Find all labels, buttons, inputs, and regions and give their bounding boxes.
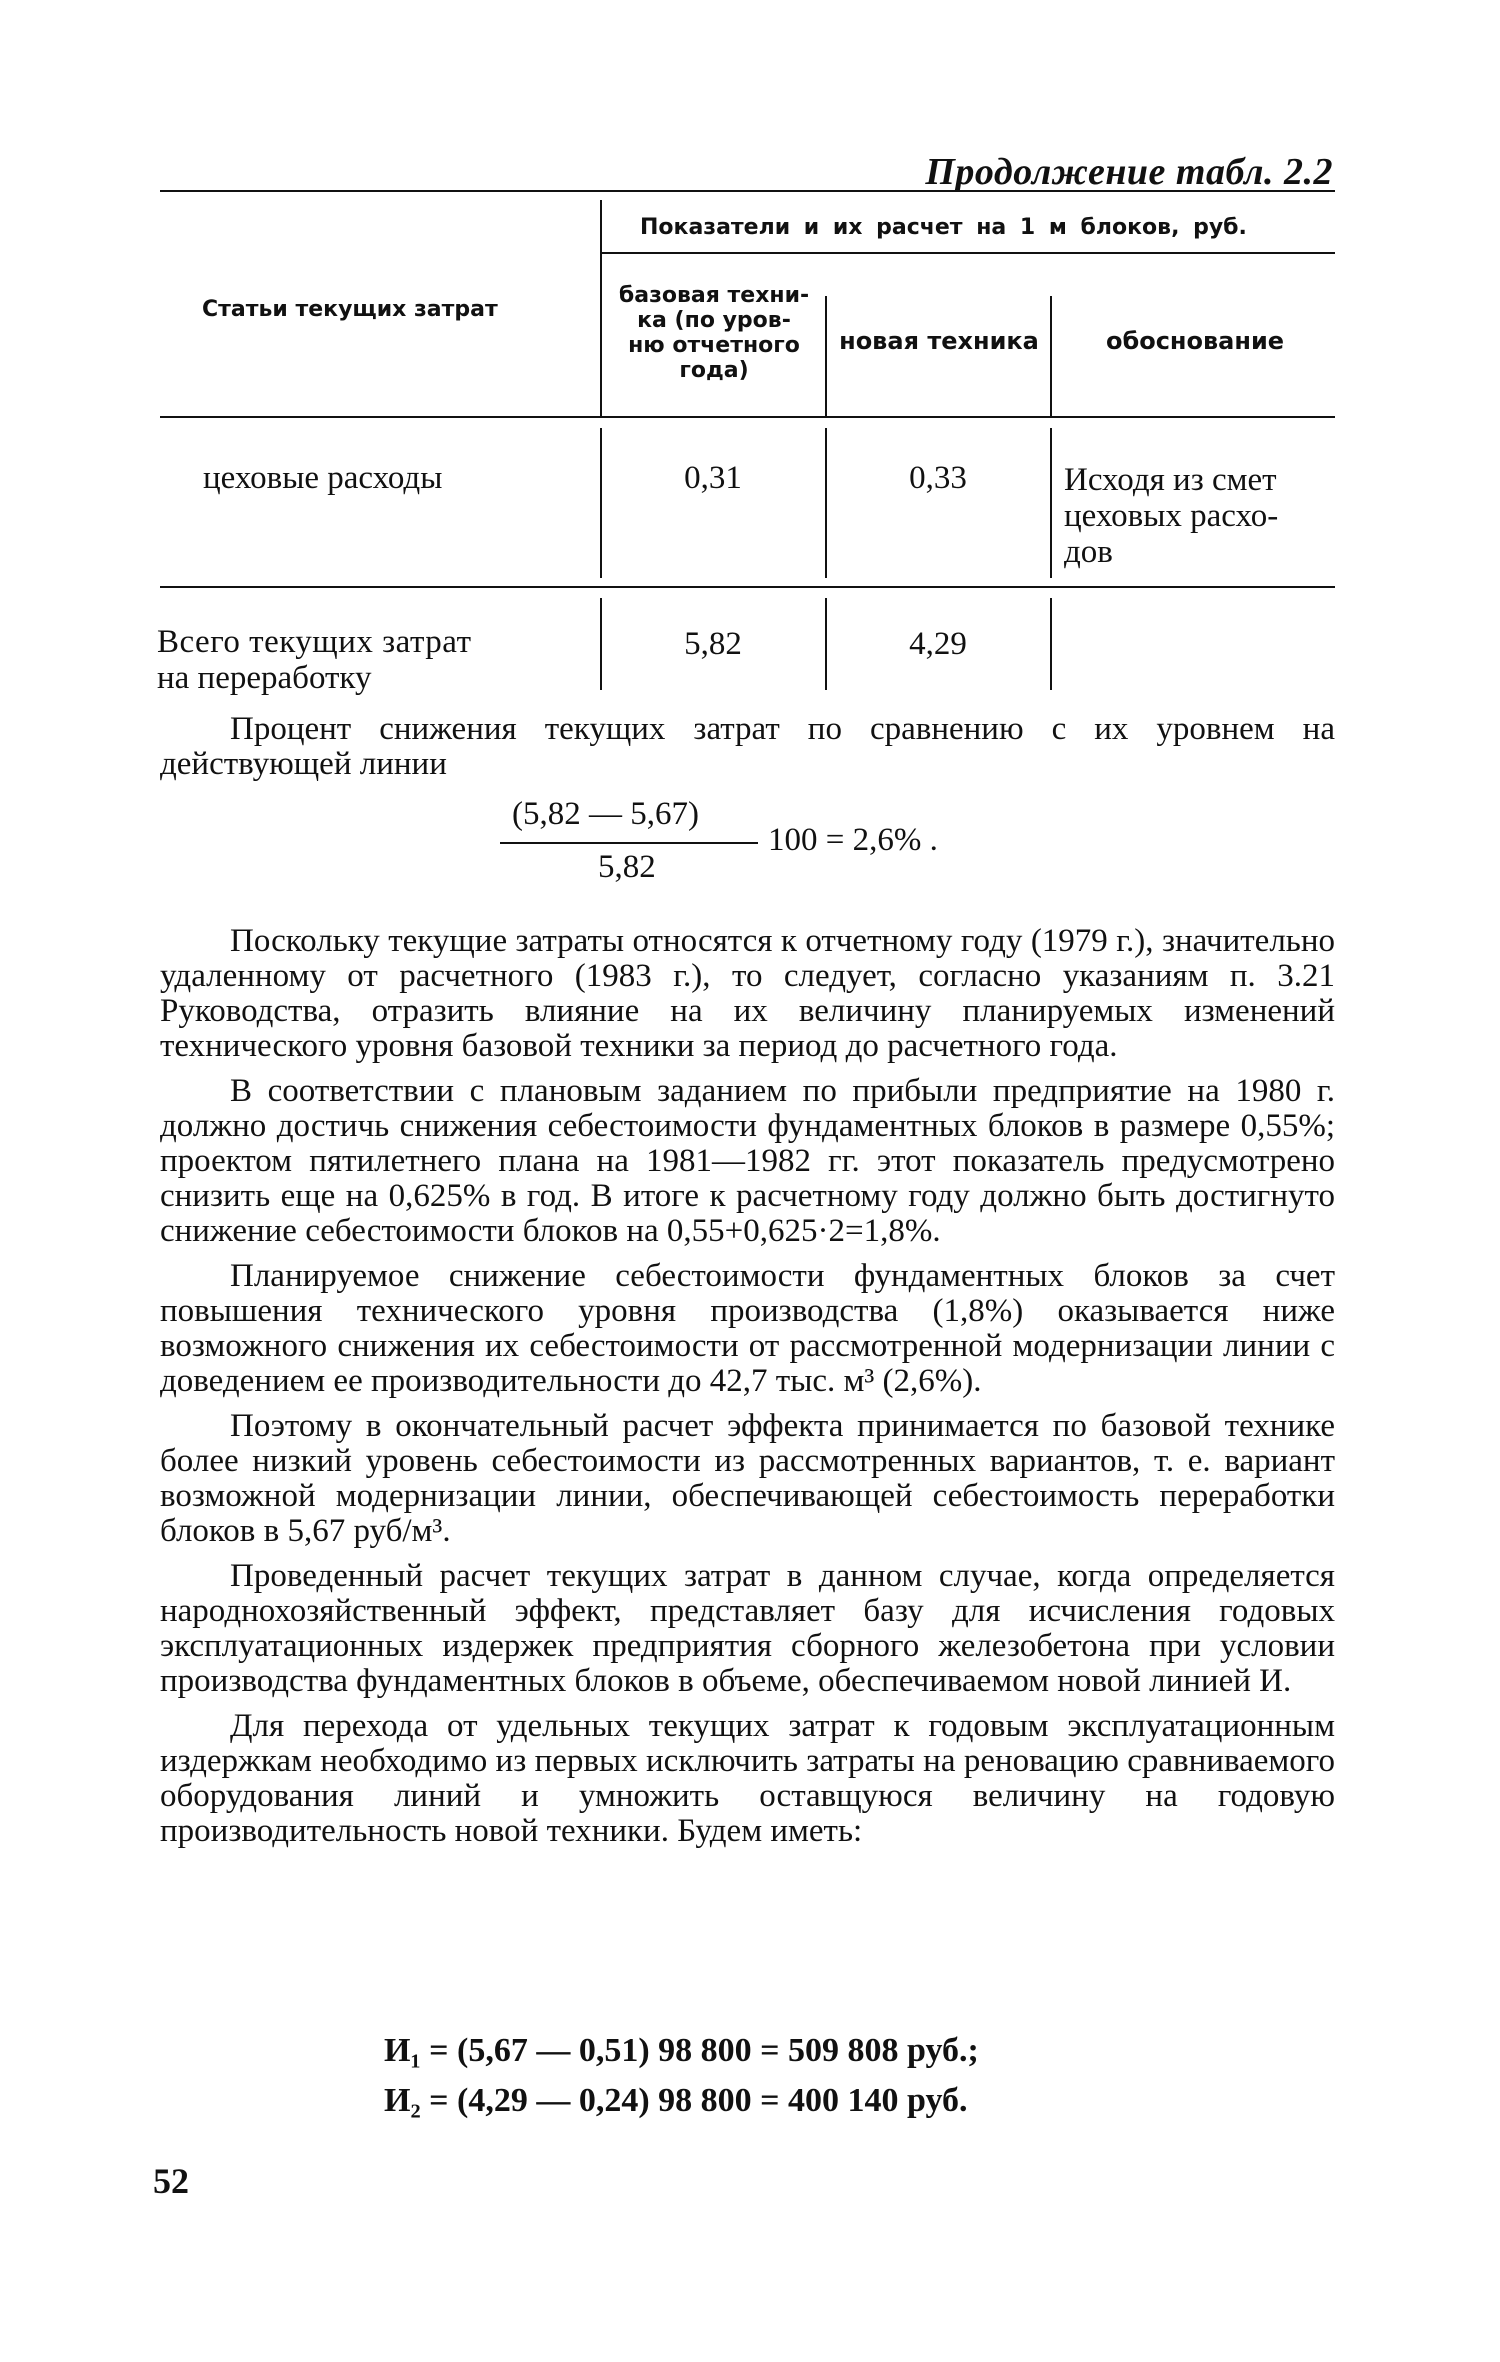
- paragraph: Для перехода от удельных текущих затрат к годовым эксплуатационным издержкам необходимо из первых исключить затраты на реновацию сравниваемого оборудования линий и умножить оставщуюся величину на годовую производительность новой техники. Будем иметь:: [160, 1708, 1335, 1849]
- header-col-new: новая техника: [839, 327, 1039, 355]
- row2-item-line: на переработку: [157, 660, 372, 696]
- row1-basis-line: Исходя из смет: [1064, 462, 1277, 498]
- intro-text: Процент снижения текущих затрат по сравнению с их уровнем на действующей линии: [160, 711, 1335, 782]
- row1-item: цеховые расходы: [203, 460, 443, 496]
- row1-bottom-rule: [160, 586, 1335, 588]
- paragraph: Планируемое снижение себестоимости фундаментных блоков за счет повышения технического уровня производства (1,8%) оказывается ниже возможного снижения их себестоимости от рассмотренной модернизации линии с доведением ее производительности до 42,7 тыс. м³ (2,6%).: [160, 1258, 1335, 1399]
- header-col-base-line: ню отчетного: [628, 333, 800, 358]
- header-group-rule: [602, 252, 1335, 254]
- formula1-fraction-line: [500, 842, 758, 844]
- header-group: Показатели и их расчет на 1 м блоков, руб.: [640, 215, 1247, 240]
- header-col-basis: обоснование: [1105, 327, 1285, 355]
- row2-item: [157, 624, 472, 696]
- row1-basis-line: дов: [1064, 534, 1113, 570]
- header-col-base-line: ка (по уров-: [637, 308, 791, 333]
- page-number: 52: [153, 2161, 189, 2201]
- header-col-base-line: года): [679, 358, 749, 383]
- row1-basis-line: цеховых расхо-: [1064, 498, 1279, 534]
- body-paragraphs: [160, 924, 1335, 1849]
- col-divider-2: [825, 296, 827, 416]
- paragraph: Поскольку текущие затраты относятся к отчетному году (1979 г.), значительно удаленному от расчетного (1983 г.), то следует, согласно указаниям п. 3.21 Руководства, отразить влияние на их величину планируемых изменений технического уровня базовой техники за период до расчетного года.: [160, 923, 1335, 1064]
- row2-base: 5,82: [684, 626, 742, 662]
- header-col-items: Статьи текущих затрат: [202, 297, 498, 322]
- formula1-denominator: 5,82: [598, 849, 656, 885]
- row1-base: 0,31: [684, 460, 742, 496]
- formula1-tail: 100 = 2,6% .: [768, 822, 938, 858]
- col-divider-3: [1050, 296, 1052, 416]
- row1-new: 0,33: [909, 460, 967, 496]
- col-divider-1-row1: [600, 428, 602, 578]
- row1-basis: [1064, 462, 1339, 570]
- row2-new: 4,29: [909, 626, 967, 662]
- col-divider-2-row1: [825, 428, 827, 578]
- continuation-title: Продолжение табл. 2.2: [925, 151, 1333, 193]
- equation-1: И₁ = (5,67 — 0,51) 98 800 = 509 808 руб.;: [384, 2032, 979, 2069]
- header-col-base: [605, 283, 823, 383]
- header-bottom-rule: [160, 416, 1335, 418]
- row2-item-line: Всего текущих затрат: [157, 624, 472, 660]
- equation-2: И₂ = (4,29 — 0,24) 98 800 = 400 140 руб.: [384, 2082, 968, 2119]
- header-col-base-line: базовая техни-: [618, 283, 810, 308]
- col-divider-3-row1: [1050, 428, 1052, 578]
- intro-paragraph: [160, 712, 1335, 782]
- formula1-numerator: (5,82 — 5,67): [512, 796, 699, 832]
- col-divider-1: [600, 200, 602, 416]
- paragraph: Поэтому в окончательный расчет эффекта принимается по базовой технике более низкий уровень себестоимости из рассмотренных вариантов, т. е. вариант возможной модернизации линии, обеспечивающей себестоимость переработки блоков в 5,67 руб/м³.: [160, 1408, 1335, 1549]
- table-top-rule: [160, 190, 1335, 192]
- col-divider-3-row2: [1050, 598, 1052, 690]
- paragraph: В соответствии с плановым заданием по прибыли предприятие на 1980 г. должно достичь снижения себестоимости фундаментных блоков в размере 0,55%; проектом пятилетнего плана на 1981—1982 гг. этот показатель предусмотрено снизить еще на 0,625% в год. В итоге к расчетному году должно быть достигнуто снижение себестоимости блоков на 0,55+0,625·2=1,8%.: [160, 1073, 1335, 1249]
- paragraph: Проведенный расчет текущих затрат в данном случае, когда определяется народнохозяйственный эффект, представляет базу для исчисления годовых эксплуатационных издержек предприятия сборного железобетона при условии производства фундаментных блоков в объеме, обеспечиваемом новой линией И.: [160, 1558, 1335, 1699]
